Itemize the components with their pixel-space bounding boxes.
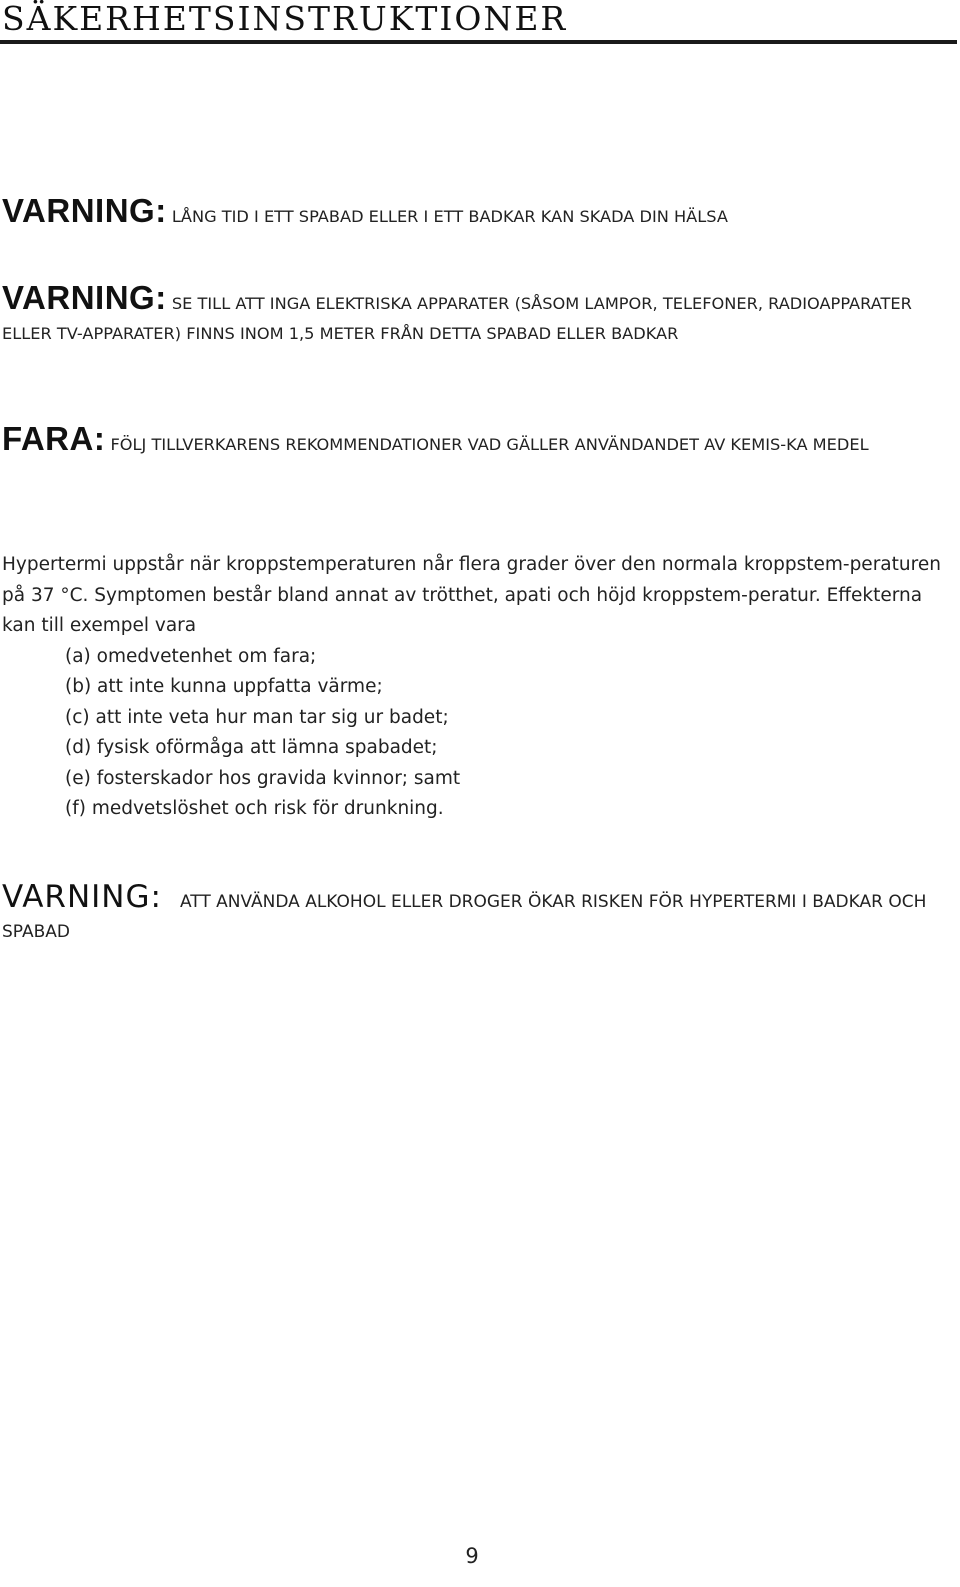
hyperthermia-section <box>2 550 952 825</box>
list-item: (f) medvetslöshet och risk för drunkning. <box>65 798 444 819</box>
warning-alcohol <box>2 879 952 947</box>
hyperthermia-intro: Hypertermi uppstår när kroppstemperaturen når flera grader över den normala kroppstem-peraturen på 37 °C. Symptomen består bland annat av trötthet, apati och höjd kroppstem-peratur. Effekterna kan till exempel vara <box>2 554 941 636</box>
warning-text: SE TILL ATT INGA ELEKTRISKA APPARATER (SÅSOM LAMPOR, TELEFONER, RADIOAPPARATER ELLER TV-APPARATER) FINNS INOM 1,5 METER FRÅN DETTA SPABAD ELLER BADKAR <box>2 294 912 343</box>
list-item: (e) fosterskador hos gravida kvinnor; samt <box>65 767 461 789</box>
warning-text: LÅNG TID I ETT SPABAD ELLER I ETT BADKAR KAN SKADA DIN HÄLSA <box>166 207 728 226</box>
list-item: (d) fysisk oförmåga att lämna spabadet; <box>65 737 438 758</box>
danger-label: FARA: <box>2 420 106 457</box>
list-item: (c) att inte veta hur man tar sig ur badet; <box>65 706 449 728</box>
warning-label: VARNING: <box>2 879 162 915</box>
title-divider <box>0 40 957 44</box>
warning-text: ATT ANVÄNDA ALKOHOL ELLER DROGER ÖKAR RISKEN FÖR HYPERTERMI I BADKAR OCH SPABAD <box>2 892 927 942</box>
list-item: (a) omedvetenhet om fara; <box>65 645 317 667</box>
list-item: (b) att inte kunna uppfatta värme; <box>65 676 383 697</box>
effects-list <box>2 642 952 825</box>
warning-label: VARNING: <box>2 279 167 316</box>
danger-chemicals <box>2 420 952 460</box>
warning-long-bath <box>2 192 952 232</box>
page-number: 9 <box>465 1544 479 1568</box>
page-title: SÄKERHETSINSTRUKTIONER <box>2 0 568 38</box>
warning-label: VARNING: <box>2 192 167 229</box>
danger-text: FÖLJ TILLVERKARENS REKOMMENDATIONER VAD GÄLLER ANVÄNDANDET AV KEMIS-KA MEDEL <box>105 435 869 454</box>
warning-electrical <box>2 279 952 349</box>
